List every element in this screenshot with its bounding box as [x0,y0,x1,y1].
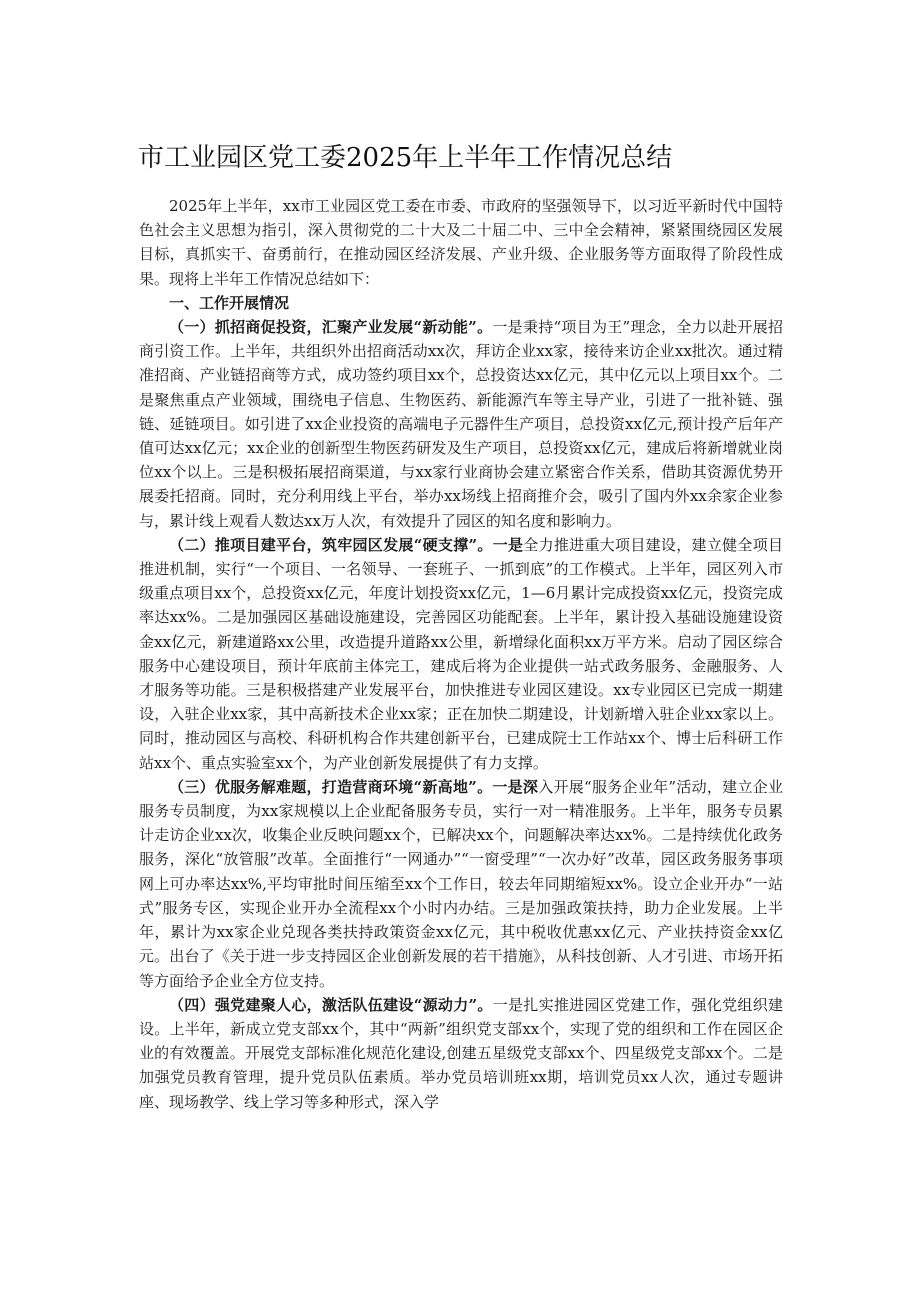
subsection-heading-4: （四）强党建聚人心，激活队伍建设“源动力”。 [169,995,493,1014]
subsection-heading-2: （二）推项目建平台，筑牢园区发展“硬支撑”。一是 [169,535,524,554]
subsection-heading-1: （一）抓招商促投资，汇聚产业发展“新动能”。 [169,318,493,337]
subsection-paragraph-3 [139,775,783,993]
subsection-body-2: 全力推进重大项目建设，建立健全项目推进机制，实行“一个项目、一名领导、一套班子、一抓到底”的工作模式。上半年，园区列入市级重点项目xx个，总投资xx亿元，年度计划投资xx亿元，1—6月累计完成投资xx亿元，投资完成率达xx%。二是加强园区基础设施建设，完善园区功能配套。上半年，累计投入基础设施建设资金xx亿元，新建道路xx公里，改造提升道路xx公里，新增绿化面积xx万平方米。启动了园区综合服务中心建设项目，预计年底前主体完工，建成后将为企业提供一站式政务服务、金融服务、人才服务等功能。三是积极搭建产业发展平台，加快推进专业园区建设。xx专业园区已完成一期建设，入驻企业xx家，其中高新技术企业xx家；正在加快二期建设，计划新增入驻企业xx家以上。同时，推动园区与高校、科研机构合作共建创新平台，已建成院士工作站xx个、博士后科研工作站xx个、重点实验室xx个，为产业创新发展提供了有力支撑。 [139,535,783,772]
document-body [139,194,783,1114]
intro-paragraph: 2025年上半年，xx市工业园区党工委在市委、市政府的坚强领导下，以习近平新时代中国特色社会主义思想为指引，深入贯彻党的二十大及二十届二中、三中全会精神，紧紧围绕园区发展目标，真抓实干、奋勇前行，在推动园区经济发展、产业升级、企业服务等方面取得了阶段性成果。现将上半年工作情况总结如下： [139,197,783,288]
subsection-paragraph-2 [139,533,783,775]
section-heading: 一、工作开展情况 [169,293,290,312]
subsection-body-1: 一是秉持“项目为王”理念，全力以赴开展招商引资工作。上半年，共组织外出招商活动xx次，拜访企业xx家，接待来访企业xx批次。通过精准招商、产业链招商等方式，成功签约项目xx个，总投资达xx亿元，其中亿元以上项目xx个。二是聚焦重点产业领域，围绕电子信息、生物医药、新能源汽车等主导产业，引进了一批补链、强链、延链项目。如引进了xx企业投资的高端电子元器件生产项目，总投资xx亿元,预计投产后年产值可达xx亿元；xx企业的创新型生物医药研发及生产项目，总投资xx亿元，建成后将新增就业岗位xx个以上。三是积极拓展招商渠道，与xx家行业商协会建立紧密合作关系，借助其资源优势开展委托招商。同时，充分利用线上平台，举办xx场线上招商推介会，吸引了国内外xx余家企业参与，累计线上观看人数达xx万人次，有效提升了园区的知名度和影响力。 [139,318,783,530]
subsection-heading-3: （三）优服务解难题，打造营商环境“新高地”。一是深 [169,777,539,796]
subsection-body-4: 一是扎实推进园区党建工作，强化党组织建设。上半年，新成立党支部xx个，其中“两新”组织党支部xx个，实现了党的组织和工作在园区企业的有效覆盖。开展党支部标准化规范化建设,创建五星级党支部xx个、四星级党支部xx个。二是加强党员教育管理，提升党员队伍素质。举办党员培训班xx期，培训党员xx人次，通过专题讲座、现场教学、线上学习等多种形式，深入学 [139,995,783,1111]
document-title: 市工业园区党工委2025年上半年工作情况总结 [138,143,673,173]
subsection-paragraph-1 [139,315,783,533]
subsection-paragraph-4 [139,993,783,1114]
subsection-body-3: 入开展“服务企业年”活动，建立企业服务专员制度，为xx家规模以上企业配备服务专员，实行一对一精准服务。上半年，服务专员累计走访企业xx次，收集企业反映问题xx个，已解决xx个，问题解决率达xx%。二是持续优化政务服务，深化“放管服”改革。全面推行“一网通办”“一窗受理”“一次办好”改革，园区政务服务事项网上可办率达xx%,平均审批时间压缩至xx个工作日，较去年同期缩短xx%。设立企业开办“一站式”服务专区，实现企业开办全流程xx个小时内办结。三是加强政策扶持，助力企业发展。上半年，累计为xx家企业兑现各类扶持政策资金xx亿元，其中税收优惠xx亿元、产业扶持资金xx亿元。出台了《关于进一步支持园区企业创新发展的若干措施》，从科技创新、人才引进、市场开拓等方面给予企业全方位支持。 [139,777,784,990]
